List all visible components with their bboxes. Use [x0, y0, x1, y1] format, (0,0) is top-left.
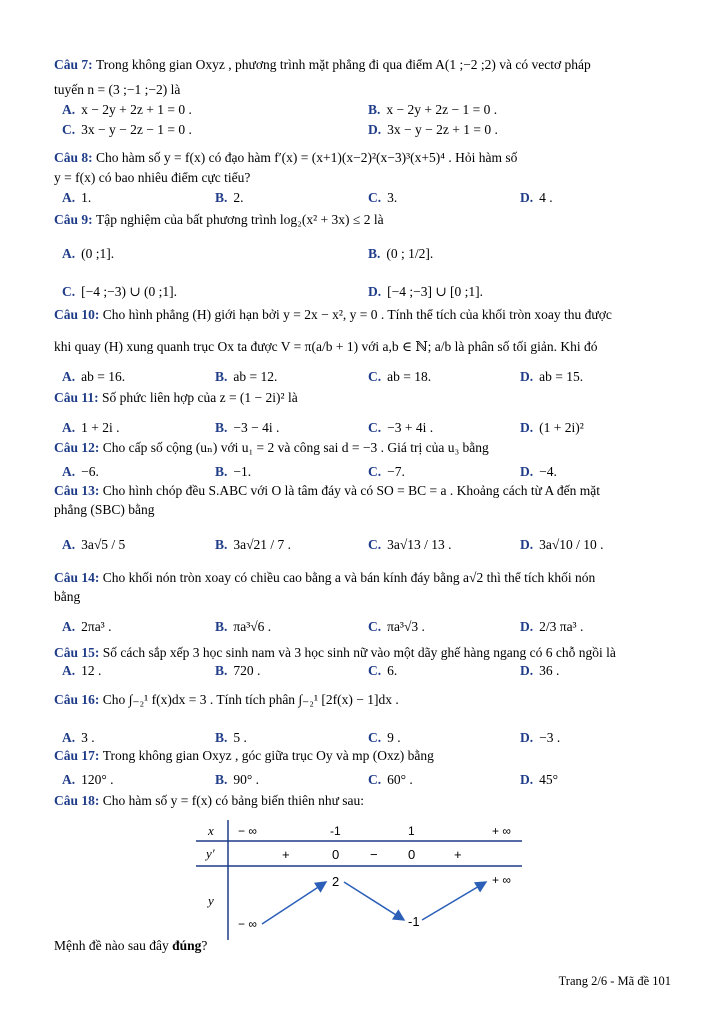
- question-number: Câu 7:: [54, 57, 97, 72]
- option-letter: C.: [368, 369, 382, 384]
- question-number: Câu 11:: [54, 390, 103, 405]
- option-text: −6.: [81, 464, 99, 479]
- option-text: 5 .: [233, 730, 247, 745]
- question-stem: [54, 438, 685, 457]
- question-text-continued: y = f(x) có bao nhiêu điểm cực tiểu?: [54, 170, 251, 185]
- answer-option[interactable]: [520, 661, 559, 680]
- answer-option[interactable]: [368, 367, 431, 386]
- option-letter: D.: [520, 369, 534, 384]
- option-text: (0 ;1].: [81, 246, 115, 261]
- option-text: x − 2y + 2z + 1 = 0 .: [81, 102, 192, 117]
- option-letter: D.: [368, 284, 382, 299]
- answer-option[interactable]: [368, 535, 452, 554]
- answer-option[interactable]: [62, 120, 192, 139]
- vt-x-value: − ∞: [238, 824, 257, 838]
- option-text: 45°: [539, 772, 559, 787]
- option-letter: A.: [62, 246, 76, 261]
- answer-option[interactable]: [368, 100, 497, 119]
- vt-y-value: + ∞: [492, 873, 511, 887]
- question-number: Câu 9:: [54, 212, 97, 227]
- page-footer: Trang 2/6 - Mã đề 101: [558, 974, 671, 988]
- option-text: 1.: [81, 190, 92, 205]
- vt-x-value: -1: [330, 824, 341, 838]
- question-text: Cho ∫₋₂¹ f(x)dx = 3 . Tính tích phân ∫₋₂¹ [2f(x) − 1]dx .: [102, 692, 399, 707]
- question-number: Câu 16:: [54, 692, 103, 707]
- answer-option[interactable]: [62, 367, 125, 386]
- option-letter: B.: [368, 102, 381, 117]
- vt-x-value: + ∞: [492, 824, 511, 838]
- option-text: (1 + 2i)²: [539, 420, 584, 435]
- option-text: −3 .: [539, 730, 561, 745]
- question-text: Cho hàm số y = f(x) có đạo hàm f′(x) = (x+1)(x−2)²(x−3)³(x+5)⁴ . Hỏi hàm số: [96, 150, 518, 165]
- question-text: Cho hình chóp đều S.ABC với O là tâm đáy và có SO = BC = a . Khoảng cách từ A đến mặt: [102, 483, 601, 498]
- vt-sign: 0: [408, 847, 416, 862]
- answer-option[interactable]: [62, 535, 125, 554]
- option-letter: B.: [215, 420, 228, 435]
- option-letter: A.: [62, 369, 76, 384]
- option-text: πa³√6 .: [233, 619, 272, 634]
- option-letter: A.: [62, 772, 76, 787]
- option-letter: A.: [62, 464, 76, 479]
- option-letter: D.: [520, 420, 534, 435]
- option-letter: B.: [368, 246, 381, 261]
- answer-option[interactable]: [368, 462, 405, 481]
- answer-option[interactable]: [62, 770, 114, 789]
- question-number: Câu 12:: [54, 440, 103, 455]
- option-letter: C.: [368, 730, 382, 745]
- option-letter: A.: [62, 420, 76, 435]
- option-letter: B.: [215, 190, 228, 205]
- question-stem: [54, 481, 685, 500]
- option-letter: B.: [215, 730, 228, 745]
- question-stem: [54, 791, 685, 810]
- option-text: 2/3 πa³ .: [539, 619, 584, 634]
- answer-option[interactable]: [368, 120, 498, 139]
- closing-text: Mệnh đề nào sau đây đúng?: [54, 938, 208, 953]
- answer-option[interactable]: [62, 100, 192, 119]
- option-letter: C.: [62, 284, 76, 299]
- question-text: Cho khối nón tròn xoay có chiều cao bằng a và bán kính đáy bằng a√2 thì thể tích khối nón: [102, 570, 596, 585]
- option-letter: C.: [368, 420, 382, 435]
- option-text: 9 .: [387, 730, 401, 745]
- answer-option[interactable]: [520, 770, 558, 789]
- question-text: Cho hình phẳng (H) giới hạn bởi y = 2x − x², y = 0 . Tính thể tích của khối tròn xoay thu được: [102, 307, 612, 322]
- option-letter: C.: [368, 537, 382, 552]
- answer-option[interactable]: [520, 535, 604, 554]
- option-text: 2.: [233, 190, 244, 205]
- question-number: Câu 14:: [54, 570, 103, 585]
- option-text: ab = 18.: [387, 369, 432, 384]
- option-letter: D.: [520, 537, 534, 552]
- answer-option[interactable]: [520, 188, 553, 207]
- option-letter: A.: [62, 663, 76, 678]
- option-text: 3a√13 / 13 .: [387, 537, 452, 552]
- option-text: 4 .: [539, 190, 553, 205]
- question-text-continued: bằng: [54, 589, 81, 604]
- vt-sign: +: [282, 847, 290, 862]
- option-text: ab = 12.: [233, 369, 278, 384]
- option-text: 36 .: [539, 663, 560, 678]
- vt-x-label: x: [208, 823, 214, 838]
- option-letter: D.: [520, 772, 534, 787]
- option-text: 2πa³ .: [81, 619, 112, 634]
- answer-option[interactable]: [62, 282, 177, 301]
- closing-question: [54, 936, 685, 955]
- answer-option[interactable]: [215, 661, 260, 680]
- option-text: 3 .: [81, 730, 95, 745]
- question-text: Trong không gian Oxyz , phương trình mặt phẳng đi qua điểm A(1 ;−2 ;2) và có vectơ pháp: [96, 57, 591, 72]
- answer-option[interactable]: [368, 661, 397, 680]
- option-letter: B.: [215, 464, 228, 479]
- option-letter: B.: [215, 369, 228, 384]
- option-text: πa³√3 .: [387, 619, 425, 634]
- answer-option[interactable]: [62, 244, 114, 263]
- vt-sign: −: [370, 847, 378, 862]
- question-number: Câu 10:: [54, 307, 103, 322]
- question-stem: [54, 746, 685, 765]
- option-text: 90° .: [233, 772, 260, 787]
- question-number: Câu 18:: [54, 793, 103, 808]
- option-letter: C.: [368, 464, 382, 479]
- question-text: Tập nghiệm của bất phương trình log₂(x² + 3x) ≤ 2 là: [96, 212, 384, 227]
- option-text: 3x − y − 2z + 1 = 0 .: [387, 122, 498, 137]
- question-stem: [54, 210, 685, 229]
- answer-option[interactable]: [368, 282, 483, 301]
- question-text-continued: phẳng (SBC) bằng: [54, 502, 155, 517]
- option-letter: C.: [62, 122, 76, 137]
- option-letter: C.: [368, 772, 382, 787]
- vt-y-label: y: [208, 893, 214, 908]
- option-text: 3x − y − 2z − 1 = 0 .: [81, 122, 192, 137]
- answer-option[interactable]: [368, 728, 401, 747]
- answer-option[interactable]: [62, 728, 95, 747]
- option-text: (0 ; 1/2].: [386, 246, 434, 261]
- option-letter: A.: [62, 730, 76, 745]
- vt-sign: 0: [332, 847, 340, 862]
- option-text: 6.: [387, 663, 398, 678]
- question-stem: [54, 305, 685, 324]
- vt-y-value: -1: [408, 914, 420, 929]
- answer-option[interactable]: [520, 617, 583, 636]
- option-text: 12 .: [81, 663, 102, 678]
- answer-option[interactable]: [368, 418, 433, 437]
- option-letter: D.: [520, 190, 534, 205]
- option-letter: D.: [520, 663, 534, 678]
- increase-arrow: [422, 882, 486, 920]
- option-text: [−4 ;−3) ∪ (0 ;1].: [81, 284, 178, 299]
- answer-option[interactable]: [368, 188, 397, 207]
- vt-sign: +: [454, 847, 462, 862]
- option-letter: D.: [520, 464, 534, 479]
- answer-option[interactable]: [215, 462, 251, 481]
- answer-option[interactable]: [62, 462, 99, 481]
- option-text: −3 − 4i .: [233, 420, 280, 435]
- question-text: Cho hàm số y = f(x) có bảng biến thiên như sau:: [102, 793, 365, 808]
- option-letter: D.: [520, 619, 534, 634]
- question-text: Số cách sắp xếp 3 học sinh nam và 3 học sinh nữ vào một dãy ghế hàng ngang có 6 chỗ ngồi là: [102, 645, 616, 660]
- question-stem: [54, 690, 685, 709]
- option-text: −3 + 4i .: [387, 420, 434, 435]
- option-text: −1.: [233, 464, 252, 479]
- option-letter: B.: [215, 537, 228, 552]
- vt-y-value: 2: [332, 874, 340, 889]
- option-text: 60° .: [387, 772, 413, 787]
- answer-option[interactable]: [215, 617, 271, 636]
- option-letter: A.: [62, 537, 76, 552]
- variation-table: [196, 820, 522, 940]
- question-text: Số phức liên hợp của z = (1 − 2i)² là: [102, 390, 298, 405]
- option-letter: C.: [368, 663, 382, 678]
- answer-option[interactable]: [215, 188, 244, 207]
- answer-option[interactable]: [368, 244, 433, 263]
- option-letter: A.: [62, 190, 76, 205]
- question-stem: [54, 568, 685, 587]
- option-letter: B.: [215, 619, 228, 634]
- question-stem: [54, 388, 685, 407]
- answer-option[interactable]: [62, 188, 91, 207]
- option-text: 3a√10 / 10 .: [539, 537, 604, 552]
- decrease-arrow: [344, 882, 404, 920]
- answer-option[interactable]: [520, 367, 583, 386]
- question-number: Câu 13:: [54, 483, 103, 498]
- vt-y-value: − ∞: [238, 917, 257, 931]
- answer-option[interactable]: [215, 728, 247, 747]
- question-stem: [54, 643, 685, 662]
- answer-option[interactable]: [520, 418, 584, 437]
- question-number: Câu 8:: [54, 150, 97, 165]
- option-text: x − 2y + 2z − 1 = 0 .: [386, 102, 498, 117]
- question-text-continued: tuyến n = (3 ;−1 ;−2) là: [54, 82, 181, 97]
- question-text: Cho cấp số cộng (uₙ) với u₁ = 2 và công sai d = −3 . Giá trị của u₃ bằng: [102, 440, 489, 455]
- option-text: ab = 16.: [81, 369, 126, 384]
- option-text: −7.: [387, 464, 405, 479]
- option-letter: D.: [368, 122, 382, 137]
- vt-yp-label: y′: [206, 846, 215, 861]
- question-number: Câu 17:: [54, 748, 103, 763]
- answer-option[interactable]: [62, 661, 101, 680]
- option-letter: C.: [368, 190, 382, 205]
- answer-option[interactable]: [368, 617, 425, 636]
- vt-x-value: 1: [408, 824, 415, 838]
- increase-arrow: [262, 882, 326, 924]
- option-letter: C.: [368, 619, 382, 634]
- question-stem: [54, 55, 685, 74]
- answer-option[interactable]: [215, 535, 291, 554]
- option-text: 3a√5 / 5: [81, 537, 126, 552]
- question-number: Câu 15:: [54, 645, 103, 660]
- answer-option[interactable]: [520, 462, 557, 481]
- answer-option[interactable]: [520, 728, 560, 747]
- option-text: 3.: [387, 190, 398, 205]
- option-text: ab = 15.: [539, 369, 584, 384]
- option-text: 1 + 2i .: [81, 420, 120, 435]
- option-letter: D.: [520, 730, 534, 745]
- emphasis-word: đúng: [172, 938, 202, 953]
- option-letter: B.: [215, 663, 228, 678]
- option-letter: B.: [215, 772, 228, 787]
- answer-option[interactable]: [215, 418, 279, 437]
- answer-option[interactable]: [368, 770, 413, 789]
- option-text: [−4 ;−3] ∪ [0 ;1].: [387, 284, 484, 299]
- option-text: 3a√21 / 7 .: [233, 537, 292, 552]
- answer-option[interactable]: [215, 367, 277, 386]
- question-text-continued: khi quay (H) xung quanh trục Ox ta được V = π(a/b + 1) với a,b ∈ ℕ; a/b là phân số tối giản. Khi đó: [54, 339, 598, 354]
- option-text: 720 .: [233, 663, 261, 678]
- question-stem: [54, 148, 685, 167]
- option-letter: A.: [62, 102, 76, 117]
- option-text: −4.: [539, 464, 557, 479]
- answer-option[interactable]: [215, 770, 259, 789]
- option-letter: A.: [62, 619, 76, 634]
- option-text: 120° .: [81, 772, 114, 787]
- answer-option[interactable]: [62, 617, 111, 636]
- question-text: Trong không gian Oxyz , góc giữa trục Oy và mp (Oxz) bằng: [102, 748, 434, 763]
- answer-option[interactable]: [62, 418, 120, 437]
